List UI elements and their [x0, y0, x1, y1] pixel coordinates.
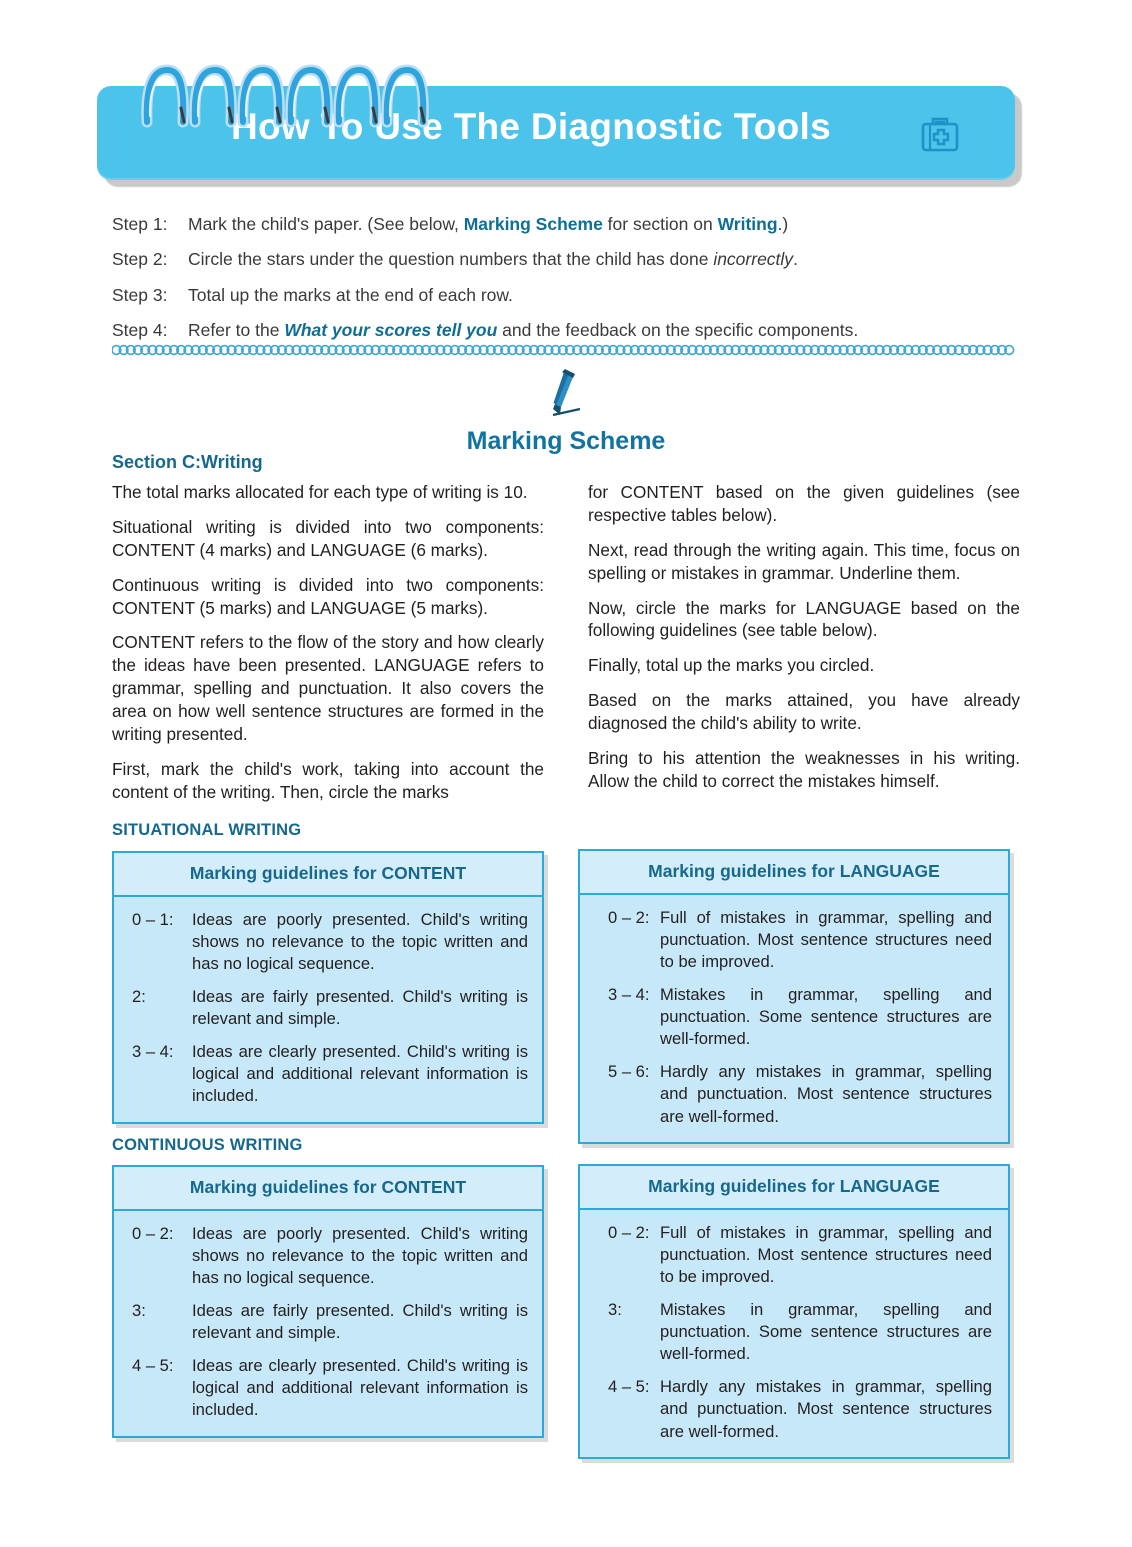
section-c-heading: Section C:Writing: [112, 452, 263, 472]
step-text-fragment: .): [777, 214, 789, 234]
guideline-description: Ideas are fairly presented. Child's writing is relevant and simple.: [192, 987, 528, 1029]
step-text: [188, 285, 1022, 306]
step-text-fragment: Writing: [717, 214, 778, 234]
guideline-row: [128, 1355, 528, 1421]
guideline-row: [590, 1376, 992, 1442]
guideline-score-range: 5 – 6:: [608, 1062, 650, 1082]
guideline-description: Ideas are clearly presented. Child's writing is logical and additional relevant information is included.: [192, 1042, 528, 1106]
step-row: [112, 214, 1022, 235]
pen-icon: [540, 368, 586, 426]
step-label: Step 3:: [112, 284, 168, 305]
step-text: [188, 214, 1022, 235]
body-paragraph: Next, read through the writing again. This time, focus on spelling or mistakes in grammar. Underline them.: [588, 539, 1020, 583]
body-paragraph: Finally, total up the marks you circled.: [588, 655, 875, 676]
step-text-fragment: Circle the stars under the question numbers that the child has done: [188, 249, 714, 270]
body-paragraph: Bring to his attention the weaknesses in his writing. Allow the child to correct the mistakes himself.: [588, 747, 1020, 791]
guideline-row: [590, 1222, 992, 1288]
guideline-score-range: 3:: [608, 1300, 622, 1320]
step-label: Step 2:: [112, 249, 168, 270]
continuous-content-guidelines-table: [112, 1165, 544, 1438]
step-text-fragment: .: [793, 249, 798, 270]
body-paragraph: for CONTENT based on the given guidelines (see respective tables below).: [588, 482, 1020, 525]
guideline-description: Full of mistakes in grammar, spelling and punctuation. Most sentence structures need to be improved.: [660, 1223, 992, 1287]
situational-content-guidelines-table: [112, 851, 544, 1124]
step-text-fragment: and the feedback on the specific components.: [497, 320, 859, 341]
table-body: [580, 1210, 1008, 1457]
guideline-description: Mistakes in grammar, spelling and punctuation. Some sentence structures are well-formed.: [660, 1300, 992, 1364]
steps-list: [112, 214, 1022, 355]
guideline-description: Ideas are fairly presented. Child's writing is relevant and simple.: [192, 1301, 528, 1343]
guideline-description: Hardly any mistakes in grammar, spelling and punctuation. Most sentence structures are well-formed.: [660, 1377, 992, 1441]
marking-scheme-title: Marking Scheme: [466, 427, 666, 455]
guideline-description: Ideas are clearly presented. Child's writing is logical and additional relevant information is included.: [192, 1356, 528, 1420]
guideline-row: [128, 1300, 528, 1344]
body-paragraph: Situational writing is divided into two components: CONTENT (4 marks) and LANGUAGE (6 marks).: [112, 516, 544, 560]
guideline-row: [128, 1041, 528, 1107]
step-text-fragment: Total up the marks at the end of each row.: [188, 284, 513, 305]
body-paragraph: CONTENT refers to the flow of the story and how clearly the ideas have been presented. LANGUAGE refers to grammar, spelling and punctuation. It also covers the area on how well sentence structures are formed in the writing presented.: [112, 632, 544, 744]
guideline-description: Ideas are poorly presented. Child's writing shows no relevance to the topic written and has no logical sequence.: [192, 910, 528, 974]
table-body: [114, 1211, 542, 1436]
body-paragraph: Now, circle the marks for LANGUAGE based on the following guidelines (see table below).: [588, 597, 1020, 641]
guideline-row: [590, 984, 992, 1050]
continuous-writing-label: CONTINUOUS WRITING: [112, 1136, 303, 1154]
table-header: Marking guidelines for LANGUAGE: [580, 1166, 1008, 1210]
guideline-description: Full of mistakes in grammar, spelling and punctuation. Most sentence structures need to be improved.: [660, 908, 992, 972]
table-header: Marking guidelines for LANGUAGE: [580, 851, 1008, 895]
chain-divider: [112, 343, 1020, 357]
guideline-row: [590, 1061, 992, 1127]
guideline-description: Mistakes in grammar, spelling and punctuation. Some sentence structures are well-formed.: [660, 985, 992, 1049]
guideline-score-range: 0 – 2:: [608, 1223, 650, 1242]
guideline-score-range: 0 – 1:: [132, 910, 174, 929]
situational-language-guidelines-table: [578, 849, 1010, 1144]
step-label: Step 4:: [112, 320, 168, 341]
guideline-row: [128, 909, 528, 975]
step-text-fragment: Marking Scheme: [463, 214, 603, 234]
guideline-description: Ideas are poorly presented. Child's writing shows no relevance to the topic written and has no logical sequence.: [192, 1224, 528, 1288]
right-text-column: [588, 481, 1020, 793]
guideline-row: [128, 986, 528, 1030]
continuous-language-guidelines-table: [578, 1164, 1010, 1459]
guideline-score-range: 2:: [132, 987, 146, 1007]
step-text-fragment: Refer to the: [188, 320, 285, 341]
table-body: [114, 897, 542, 1122]
page-header-banner: [97, 86, 1015, 180]
step-row: [112, 249, 1022, 270]
step-text-fragment: Mark the child's paper. (See below,: [188, 214, 464, 234]
body-paragraph: The total marks allocated for each type of writing is 10.: [112, 482, 528, 502]
guideline-row: [590, 1299, 992, 1365]
page-title: How To Use The Diagnostic Tools: [231, 106, 831, 147]
step-text-fragment: incorrectly: [713, 249, 794, 270]
table-header: Marking guidelines for CONTENT: [114, 853, 542, 897]
table-body: [580, 895, 1008, 1142]
step-text-fragment: What your scores tell you: [284, 320, 498, 341]
body-paragraph: Continuous writing is divided into two components: CONTENT (5 marks) and LANGUAGE (5 marks).: [112, 574, 544, 618]
table-header: Marking guidelines for CONTENT: [114, 1167, 542, 1211]
guideline-score-range: 4 – 5:: [608, 1377, 650, 1397]
body-paragraph: First, mark the child's work, taking into account the content of the writing. Then, circle the marks: [112, 758, 544, 802]
situational-writing-label: SITUATIONAL WRITING: [112, 821, 302, 839]
step-text-fragment: for section on: [602, 214, 718, 234]
step-row: [112, 320, 1022, 341]
guideline-score-range: 0 – 2:: [132, 1224, 174, 1243]
guideline-row: [590, 907, 992, 973]
body-paragraph: Based on the marks attained, you have already diagnosed the child's ability to write.: [588, 690, 1020, 733]
guideline-score-range: 3 – 4:: [132, 1042, 174, 1062]
guideline-row: [128, 1223, 528, 1289]
guideline-score-range: 3:: [132, 1301, 146, 1321]
spiral-binding-icon: [137, 50, 437, 128]
guideline-score-range: 3 – 4:: [608, 985, 650, 1005]
guideline-score-range: 0 – 2:: [608, 908, 650, 927]
guideline-description: Hardly any mistakes in grammar, spelling and punctuation. Most sentence structures are well-formed.: [660, 1062, 992, 1126]
guideline-score-range: 4 – 5:: [132, 1356, 174, 1376]
first-aid-bag-icon: [917, 110, 963, 156]
left-text-column: [112, 481, 544, 804]
step-label: Step 1:: [112, 214, 168, 234]
step-text: [188, 320, 1022, 341]
step-row: [112, 285, 1022, 306]
step-text: [188, 249, 1022, 270]
